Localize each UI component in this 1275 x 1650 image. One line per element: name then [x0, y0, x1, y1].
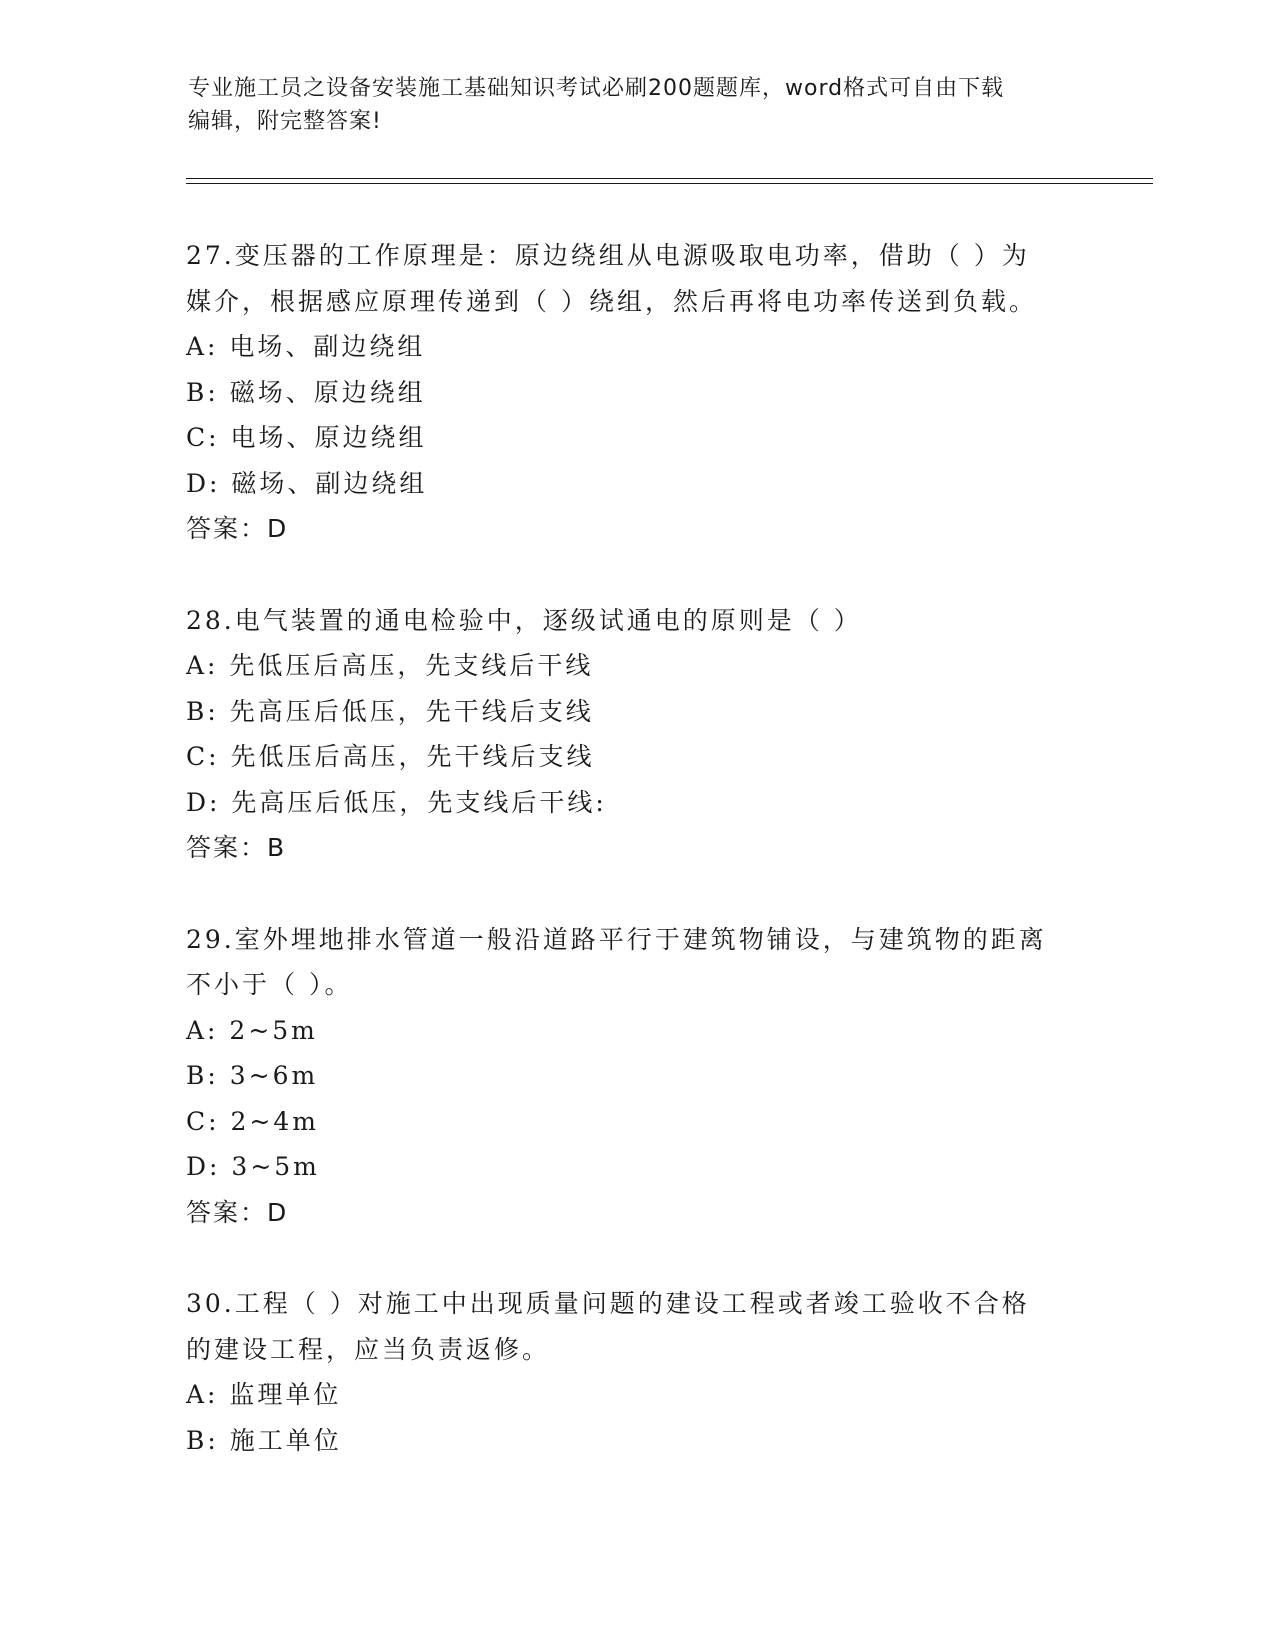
answer-line: 答案：D: [186, 514, 289, 543]
option-d: D: 磁场、副边绕组: [186, 468, 428, 498]
header-title-line-1: 专业施工员之设备安装施工基础知识考试必刷200题题库，word格式可自由下载: [188, 76, 1005, 101]
document-header: [188, 72, 1068, 138]
question-list: [186, 233, 1086, 1509]
option-a: A: 电场、副边绕组: [186, 332, 426, 361]
question-29: [186, 917, 1086, 1236]
question-text-line: 的建设工程，应当负责返修。: [186, 1334, 551, 1364]
option-b: B: 磁场、原边绕组: [186, 377, 426, 407]
option-c: C: 先低压后高压，先干线后支线: [186, 742, 595, 771]
answer-line: 答案：B: [186, 833, 287, 862]
option-b: B: 先高压后低压，先干线后支线: [186, 696, 594, 726]
option-d: D: 3~5m: [186, 1152, 320, 1181]
question-text-line: 29.室外埋地排水管道一般沿道路平行于建筑物铺设，与建筑物的距离: [186, 924, 1047, 954]
option-c: C: 2~4m: [186, 1106, 319, 1136]
question-text-line: 27.变压器的工作原理是：原边绕组从电源吸取电功率，借助（ ）为: [186, 241, 1030, 270]
header-rule-bottom: [186, 183, 1153, 184]
option-c: C: 电场、原边绕组: [186, 423, 427, 452]
question-27: [186, 233, 1086, 552]
answer-line: 答案：D: [186, 1197, 289, 1227]
question-text-line: 媒介，根据感应原理传递到（ ）绕组，然后再将电功率传送到负载。: [186, 286, 1037, 316]
option-b: B: 施工单位: [186, 1425, 342, 1455]
question-text-line: 30.工程（ ）对施工中出现质量问题的建设工程或者竣工验收不合格: [186, 1289, 1030, 1318]
option-a: A: 2~5m: [186, 1015, 318, 1045]
option-d: D: 先高压后低压，先支线后干线:: [186, 787, 607, 817]
question-text-line: 28.电气装置的通电检验中，逐级试通电的原则是（ ）: [186, 605, 862, 635]
question-28: [186, 598, 1086, 871]
option-a: A: 先低压后高压，先支线后干线: [186, 651, 594, 680]
option-b: B: 3~6m: [186, 1061, 319, 1090]
question-30: [186, 1281, 1086, 1463]
option-a: A: 监理单位: [186, 1380, 342, 1409]
header-title-line-2: 编辑，附完整答案!: [188, 109, 382, 134]
header-rule-top: [186, 178, 1153, 179]
question-text-line: 不小于（ ）。: [186, 970, 353, 999]
